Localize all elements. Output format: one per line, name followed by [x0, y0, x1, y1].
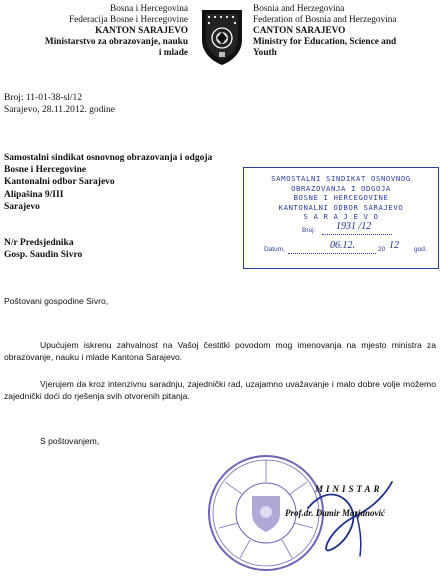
stamp-line-2: OBRAZOVANJA I ODGOJA — [291, 183, 391, 193]
recipient-address — [4, 152, 212, 213]
closing: S poštovanjem, — [40, 436, 100, 446]
header-left-line-1: Bosna i Hercegovina — [110, 4, 188, 14]
stamp-year-prefix: 20 — [378, 246, 386, 253]
header-left-line-3: KANTON SARAJEVO — [95, 26, 188, 36]
header-left-line-2: Federacija Bosne i Hercegovine — [68, 15, 188, 25]
recipient-line-5: Sarajevo — [4, 201, 40, 212]
header-left-line-5: i mlade — [158, 48, 188, 58]
attention-block — [4, 237, 82, 261]
header-right-line-5: Youth — [253, 48, 277, 58]
stamp-god-label: god. — [414, 246, 427, 253]
stamp-line-3: BOSNE I HERCEGOVINE — [293, 193, 389, 202]
recipient-line-4: Alipašina 9/III — [4, 189, 64, 200]
stamp-line-5: S A R A J E V O — [303, 212, 379, 221]
stamp-broj-label: Broj: — [302, 227, 316, 234]
stamp-line-4: KANTONALNI ODBOR SARAJEVO — [278, 202, 404, 212]
header-left-line-4: Ministarstvo za obrazovanje, nauku — [44, 37, 188, 47]
recipient-line-3: Kantonalni odbor Sarajevo — [4, 177, 115, 188]
header-left — [8, 4, 188, 59]
signature-title: MINISTAR — [315, 484, 383, 494]
stamp-line-1: SAMOSTALNI SINDIKAT OSNOVNOG — [271, 174, 411, 183]
stamp-datum-label: Datum, — [264, 246, 285, 253]
greeting: Poštovani gospodine Sivro, — [4, 296, 109, 306]
header-right — [253, 4, 438, 59]
stamp-datum-value: 06.12. — [330, 240, 355, 251]
header-right-line-4: Ministry for Education, Science and — [253, 37, 397, 47]
header-right-line-3: CANTON SARAJEVO — [253, 26, 346, 36]
header-right-line-2: Federation of Bosnia and Herzegovina — [253, 15, 397, 25]
reference-number: Broj: 11-01-38-sl/12 — [4, 93, 83, 103]
recipient-line-1: Samostalni sindikat osnovnog obrazovanja i odgoja — [4, 153, 213, 163]
body-paragraph-1: Upućujem iskrenu zahvalnost na Vašoj čestitki povodom mog imenovanja na mjesto ministra za obrazovanje, nauku i mlade Kantona Sarajevo. — [4, 340, 436, 363]
stamp-year-value: 12 — [389, 240, 399, 251]
reference-place-date: Sarajevo, 28.11.2012. godine — [4, 105, 115, 115]
recipient-line-2: Bosne i Hercegovine — [4, 165, 87, 176]
receipt-stamp — [243, 167, 439, 269]
attention-line-2: Gosp. Saudin Sivro — [4, 250, 83, 260]
body-paragraph-2: Vjerujem da kroz intenzivnu saradnju, zajednički rad, uzajamno uvažavanje i malo dobre volje možemo zajednički doći do rješenja svih otvorenih pitanja. — [4, 379, 436, 402]
signature-name: Prof.dr. Damir Marjanović — [285, 508, 386, 518]
coat-of-arms-icon — [200, 8, 244, 66]
attention-line-1: N/r Predsjednika — [4, 238, 74, 248]
header-right-line-1: Bosnia and Herzegovina — [253, 4, 345, 14]
reference-block — [4, 92, 115, 116]
stamp-broj-value: 1931 /12 — [336, 221, 372, 232]
